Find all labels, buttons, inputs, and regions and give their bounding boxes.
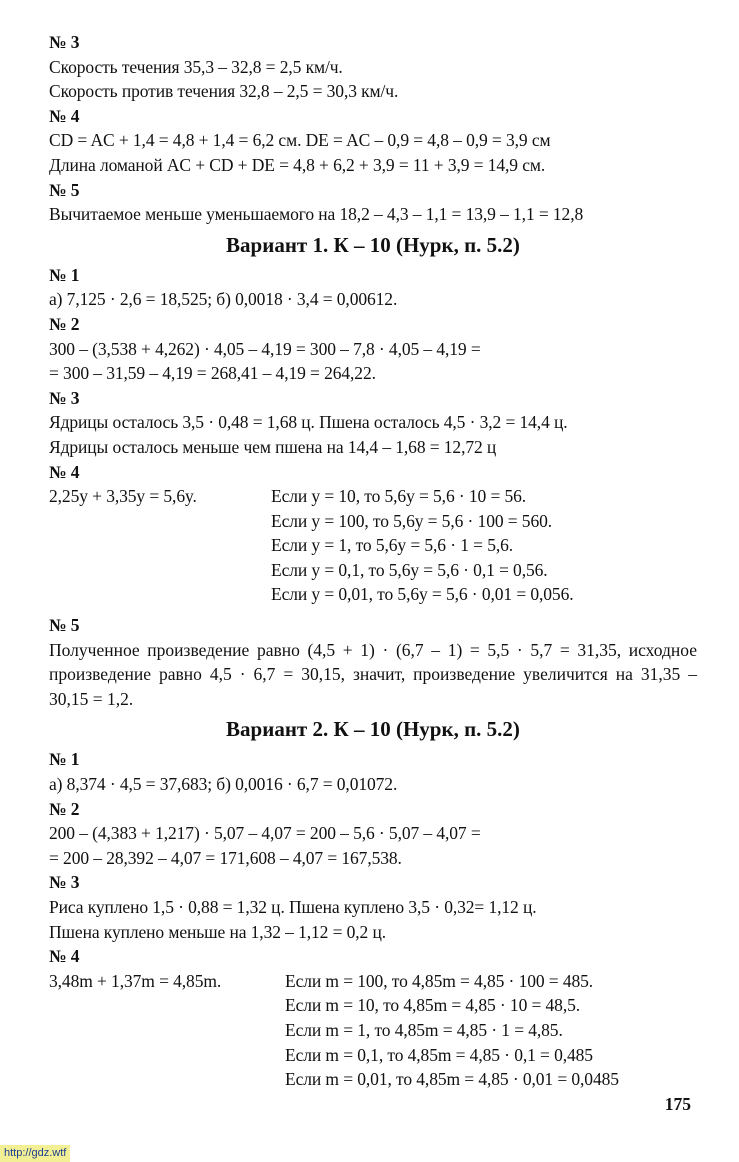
page-number: 175 <box>664 1094 691 1114</box>
problem-number: № 5 <box>49 615 80 636</box>
text-line: Пшена куплено меньше на 1,32 – 1,12 = 0,2 ц. <box>49 921 387 942</box>
text-line: 300 – (3,538 + 4,262) · 4,05 – 4,19 = 300 – 7,8 · 4,05 – 4,19 = <box>49 338 481 359</box>
text-line: CD = AC + 1,4 = 4,8 + 1,4 = 6,2 см. DE = AC – 0,9 = 4,8 – 0,9 = 3,9 см <box>49 130 551 151</box>
case-line: Если m = 0,1, то 4,85m = 4,85 · 0,1 = 0,485 <box>285 1044 593 1065</box>
case-line: Если m = 0,01, то 4,85m = 4,85 · 0,01 = 0,0485 <box>285 1069 619 1090</box>
problem-number: № 1 <box>49 749 80 770</box>
text-line: Скорость против течения 32,8 – 2,5 = 30,3 км/ч. <box>49 81 399 102</box>
problem-number: № 3 <box>49 387 80 408</box>
problem-number: № 4 <box>49 105 80 126</box>
case-line: Если m = 100, то 4,85m = 4,85 · 100 = 485. <box>285 970 594 991</box>
case-line: Если y = 100, то 5,6y = 5,6 · 100 = 560. <box>271 510 553 531</box>
equation: 3,48m + 1,37m = 4,85m. <box>49 970 222 991</box>
text-line: Ядрицы осталось 3,5 · 0,48 = 1,68 ц. Пшена осталось 4,5 · 3,2 = 14,4 ц. <box>49 412 568 433</box>
equation: 2,25y + 3,35y = 5,6y. <box>49 486 197 507</box>
paragraph: Полученное произведение равно (4,5 + 1) · (6,7 – 1) = 5,5 · 5,7 = 31,35, исходное произведение равно 4,5 · 6,7 = 30,15, значит, произведение увеличится на 31,35 – 30,15 = 1,2. <box>49 639 697 709</box>
equation-block <box>49 484 697 607</box>
cases-list <box>271 484 574 607</box>
watermark-link[interactable]: http://gdz.wtf <box>0 1145 70 1162</box>
problem-number: № 2 <box>49 798 80 819</box>
page-content <box>49 30 697 1092</box>
text-line: Риса куплено 1,5 · 0,88 = 1,32 ц. Пшена куплено 3,5 · 0,32= 1,12 ц. <box>49 897 537 917</box>
problem-number: № 5 <box>49 179 80 200</box>
problem-number: № 1 <box>49 264 80 285</box>
text-line: 200 – (4,383 + 1,217) · 5,07 – 4,07 = 200 – 5,6 · 5,07 – 4,07 = <box>49 823 481 844</box>
text-line: Ядрицы осталось меньше чем пшена на 14,4 – 1,68 = 12,72 ц <box>49 436 497 457</box>
cases-list <box>285 969 619 1092</box>
problem-number: № 4 <box>49 946 80 967</box>
text-line: Длина ломаной AC + CD + DE = 4,8 + 6,2 + 3,9 = 11 + 3,9 = 14,9 см. <box>49 154 546 175</box>
variant-1-heading: Вариант 1. К – 10 (Нурк, п. 5.2) <box>226 232 520 257</box>
variant-2-heading: Вариант 2. К – 10 (Нурк, п. 5.2) <box>226 717 520 742</box>
case-line: Если y = 0,1, то 5,6y = 5,6 · 0,1 = 0,56. <box>271 559 548 580</box>
text-line: а) 8,374 · 4,5 = 37,683; б) 0,0016 · 6,7 = 0,01072. <box>49 774 398 795</box>
text-line: = 300 – 31,59 – 4,19 = 268,41 – 4,19 = 264,22. <box>49 363 376 384</box>
problem-number: № 3 <box>49 872 80 893</box>
problem-number: № 3 <box>49 32 80 52</box>
text-line: Скорость течения 35,3 – 32,8 = 2,5 км/ч. <box>49 56 343 77</box>
problem-number: № 2 <box>49 313 80 334</box>
case-line: Если m = 1, то 4,85m = 4,85 · 1 = 4,85. <box>285 1019 563 1040</box>
case-line: Если y = 0,01, то 5,6y = 5,6 · 0,01 = 0,056. <box>271 584 574 605</box>
problem-number: № 4 <box>49 461 80 482</box>
case-line: Если m = 10, то 4,85m = 4,85 · 10 = 48,5. <box>285 995 581 1016</box>
text-line: = 200 – 28,392 – 4,07 = 171,608 – 4,07 = 167,538. <box>49 847 402 868</box>
text-line: Вычитаемое меньше уменьшаемого на 18,2 – 4,3 – 1,1 = 13,9 – 1,1 = 12,8 <box>49 204 584 225</box>
case-line: Если y = 1, то 5,6y = 5,6 · 1 = 5,6. <box>271 535 514 556</box>
case-line: Если y = 10, то 5,6y = 5,6 · 10 = 56. <box>271 486 527 507</box>
equation-block <box>49 969 697 1092</box>
text-line: а) 7,125 · 2,6 = 18,525; б) 0,0018 · 3,4 = 0,00612. <box>49 289 398 310</box>
